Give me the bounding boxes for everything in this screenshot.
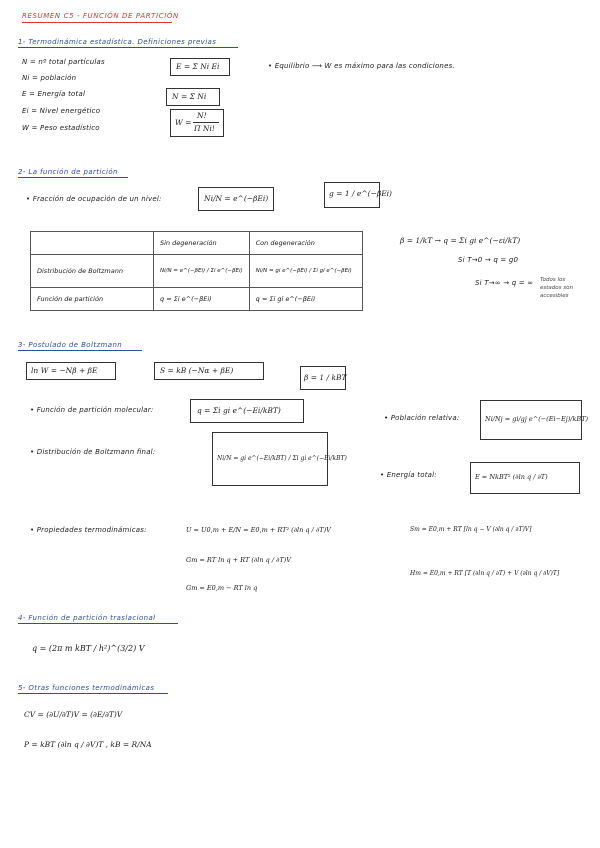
internal-energy-equation: U = U0,m + E/N = E0,m + RT² (∂ln q / ∂T)V	[186, 526, 331, 534]
table-cell: Ni/N = e^(−βEi) / Σi e^(−βEi)	[154, 255, 250, 288]
heat-capacity-equation: CV = (∂U/∂T)V = (∂E/∂T)V	[24, 710, 123, 719]
high-temperature-limit: Si T→∞ → q = ∞	[475, 279, 534, 287]
molecular-partition-box	[190, 399, 304, 423]
table-cell: q = Σi gi e^(−βEi)	[249, 288, 362, 311]
weight-lhs: W =	[175, 118, 192, 127]
table-cell: q = Σi e^(−βEi)	[154, 288, 250, 311]
section-5-heading: 5- Otras funciones termodinámicas	[18, 684, 155, 692]
degeneracy-equation: g = 1 / e^(−βEi)	[329, 189, 392, 198]
entropy-equation: S = kB (−Nα + βE)	[160, 366, 234, 375]
relative-population-box	[480, 400, 589, 440]
molecular-partition-equation: q = Σi gi e^(−Ei/kBT)	[197, 406, 281, 415]
entropy-equation-box	[154, 362, 264, 380]
degeneracy-equation-box	[324, 182, 392, 208]
total-energy-box	[470, 462, 580, 494]
partition-table	[30, 231, 363, 311]
equilibrium-note: • Equilibrio ⟶ W es máximo para las condiciones.	[268, 62, 455, 70]
accessible-states-note: Todos los estados son accesibles	[540, 277, 573, 299]
total-energy-equation: E = NkBT² (∂ln q / ∂T)	[475, 473, 548, 481]
total-energy-label: • Energía total:	[380, 471, 437, 479]
def-population: Ni = población	[22, 74, 77, 82]
enthalpy-equation: Hm = E0,m + RT [T (∂ln q / ∂T) + V (∂ln q / ∂V)T]	[410, 570, 560, 577]
section-2-underline	[18, 177, 128, 178]
def-total-particles: N = nº total partículas	[22, 58, 105, 66]
pressure-equation: P = kBT (∂ln q / ∂V)T , kB = R/NA	[24, 740, 152, 749]
section-1-underline	[18, 47, 238, 48]
title-underline	[22, 22, 172, 23]
def-total-energy: E = Energía total	[22, 90, 86, 98]
energy-equation: E = Σ Ni Ei	[176, 62, 220, 71]
occupation-label: • Fracción de ocupación de un nivel:	[26, 195, 162, 203]
table-cell: Distribución de Boltzmann	[31, 255, 154, 288]
table-header-cell: Con degeneración	[249, 232, 362, 255]
relative-population-label: • Población relativa:	[384, 414, 460, 422]
table-row	[31, 288, 363, 311]
occupation-equation: Ni/N = e^(−βEi)	[204, 194, 269, 203]
low-temperature-limit: Si T→0 → q = g0	[458, 256, 519, 264]
section-4-underline	[18, 623, 178, 624]
weight-denominator: Π Ni!	[194, 124, 215, 133]
weight-fraction-bar	[193, 122, 219, 123]
gibbs-equation: Gm = E0,m − RT ln q	[186, 584, 258, 592]
boltzmann-final-equation: Ni/N = gi e^(−Ei/kBT) / Σi gi e^(−Ei/kBT)	[217, 455, 347, 462]
table-header-cell: Sin degeneración	[154, 232, 250, 255]
translational-partition-equation: q = (2π m kBT / h²)^(3/2) V	[32, 644, 145, 653]
table-row	[31, 232, 363, 255]
weight-numerator: N!	[197, 111, 207, 120]
number-equation-box	[166, 88, 220, 106]
section-4-heading: 4- Función de partición traslacional	[18, 614, 156, 622]
section-3-underline	[18, 350, 142, 351]
page-title: RESUMEN C5 - FUNCIÓN DE PARTICIÓN	[22, 12, 179, 20]
beta-kbt-equation: β = 1 / kBT	[304, 373, 347, 382]
boltzmann-final-box	[212, 432, 347, 486]
def-statistical-weight: W = Peso estadístico	[22, 124, 100, 132]
section-2-heading: 2- La función de partición	[18, 168, 118, 176]
table-header-cell	[31, 232, 154, 255]
thermo-properties-label: • Propiedades termodinámicas:	[30, 526, 147, 534]
occupation-equation-box	[198, 187, 274, 211]
number-equation: N = Σ Ni	[172, 92, 207, 101]
table-cell: Función de partición	[31, 288, 154, 311]
energy-equation-box	[170, 58, 230, 76]
beta-kbt-box	[300, 366, 346, 390]
helmholtz-equation: Gm = RT ln q + RT (∂ln q / ∂T)V	[186, 556, 292, 564]
def-energy-level: Ei = Nivel energético	[22, 107, 101, 115]
table-row	[31, 255, 363, 288]
entropy-molar-equation: Sm = E0,m + RT [ln q − V (∂ln q / ∂T)V]	[410, 526, 532, 533]
lnw-equation: ln W = −Nβ + βE	[31, 366, 98, 375]
relative-population-equation: Ni/Nj = gi/gj e^(−(Ei−Ej)/kBT)	[485, 415, 589, 423]
section-3-heading: 3- Postulado de Boltzmann	[18, 341, 123, 349]
section-5-underline	[18, 693, 168, 694]
lnw-equation-box	[26, 362, 116, 380]
molecular-partition-label: • Función de partición molecular:	[30, 406, 154, 414]
table-cell: Ni/N = gi e^(−βEi) / Σi gi e^(−βEi)	[249, 255, 362, 288]
boltzmann-final-label: • Distribución de Boltzmann final:	[30, 448, 156, 456]
weight-equation-box	[170, 109, 224, 137]
beta-equation: β = 1/kT → q = Σi gi e^(−εi/kT)	[400, 236, 521, 245]
section-1-heading: 1- Termodinámica estadística. Definiciones previas	[18, 38, 217, 46]
